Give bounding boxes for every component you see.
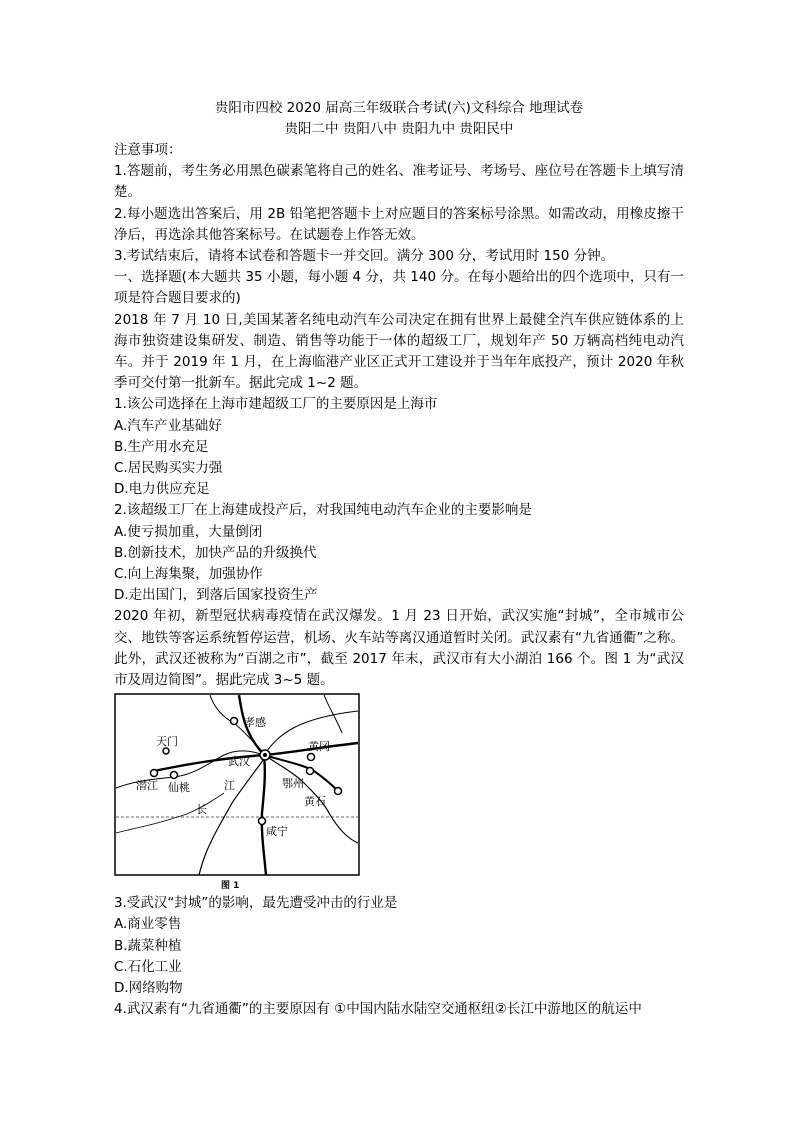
- figure-caption: 图 1: [221, 881, 240, 892]
- question-3-option-a: A.商业零售: [114, 916, 182, 933]
- notice-item-2: 2.每小题选出答案后，用 2B 铅笔把答题卡上对应题目的答案标号涂黑。如需改动，用橡皮擦干净后，再选涂其他答案标号。在试题卷上作答无效。: [114, 205, 684, 243]
- question-1-option-a: A.汽车产业基础好: [114, 417, 222, 434]
- question-2-option-b: B.创新技术，加快产品的升级换代: [114, 544, 317, 561]
- wuhan-map-figure: [114, 693, 364, 893]
- question-2-option-d: D.走出国门，到落后国家投资生产: [114, 587, 318, 604]
- map-label-xianning: 咸宁: [266, 825, 288, 839]
- notice-item-1: 1.答题前，考生务必用黑色碳素笔将自己的姓名、准考证号、考场号、座位号在答题卡上填写清楚。: [114, 163, 684, 201]
- question-1-stem: 1.该公司选择在上海市建超级工厂的主要原因是上海市: [114, 396, 438, 413]
- question-3-stem: 3.受武汉“封城”的影响，最先遭受冲击的行业是: [114, 895, 398, 912]
- map-label-xiaogan: 孝感: [244, 716, 266, 730]
- city-marker-xiantao: [171, 772, 178, 779]
- city-marker-qianjiang: [151, 770, 158, 777]
- question-3-option-c: C.石化工业: [114, 958, 182, 975]
- wuhan-map: [114, 693, 364, 878]
- city-marker-huanggang: [308, 754, 315, 761]
- exam-schools: 贵阳二中 贵阳八中 贵阳九中 贵阳民中: [284, 121, 514, 137]
- passage-1: 2018 年 7 月 10 日,美国某著名纯电动汽车公司决定在拥有世界上最健全汽车供应链体系的上海市独资建设集研发、制造、销售等功能于一体的超级工厂，规划年产 50 万辆高档纯电动汽车。并于 2019 年 1 月，在上海临港产业区正式开工建设并于当年年底投产，预计 2020 年秋季可交付第一批新车。据此完成 1~2 题。: [114, 311, 684, 392]
- map-label-wuhan: 武汉: [228, 755, 250, 769]
- section-heading: 一、选择题(本大题共 35 小题，每小题 4 分，共 140 分。在每小题给出的四个选项中，只有一项是符合题目要求的): [114, 269, 684, 307]
- map-label-jiang: 江: [224, 779, 235, 793]
- map-label-ezhou: 鄂州: [282, 777, 304, 791]
- map-label-qianjiang: 潜江: [136, 779, 158, 793]
- notice-item-3: 3.考试结束后，请将本试卷和答题卡一并交回。满分 300 分，考试用时 150 分钟。: [114, 248, 615, 265]
- question-2-option-a: A.使亏损加重，大量倒闭: [114, 523, 263, 540]
- map-label-huanggang: 黄冈: [308, 740, 330, 754]
- city-marker-ezhou: [307, 768, 314, 775]
- question-1-option-c: C.居民购买实力强: [114, 460, 223, 477]
- question-4-stem: 4.武汉素有“九省通衢”的主要原因有 ①中国内陆水陆空交通枢纽②长江中游地区的航运中: [114, 1001, 642, 1018]
- city-marker-xianning: [259, 818, 266, 825]
- map-label-tianmen: 天门: [156, 735, 178, 749]
- exam-title: 贵阳市四校 2020 届高三年级联合考试(六)文科综合 地理试卷: [214, 100, 584, 116]
- question-2-stem: 2.该超级工厂在上海建成投产后，对我国纯电动汽车企业的主要影响是: [114, 502, 532, 519]
- city-marker-wuhan-center: [263, 753, 267, 757]
- question-2-option-c: C.向上海集聚，加强协作: [114, 566, 263, 583]
- passage-2: 2020 年初，新型冠状病毒疫情在武汉爆发。1 月 23 日开始，武汉实施“封城”，全市城市公交、地铁等客运系统暂停运营，机场、火车站等离汉通道暂时关闭。武汉素有“九省通衢”之称。此外，武汉还被称为“百湖之市”，截至 2017 年末，武汉市有大小湖泊 166 个。图 1 为“武汉市及周边简图”。据此完成 3~5 题。: [114, 608, 684, 689]
- question-1-option-b: B.生产用水充足: [114, 438, 209, 455]
- question-3-option-d: D.网络购物: [114, 980, 183, 997]
- map-label-xiantao: 仙桃: [168, 781, 190, 795]
- map-label-chang: 长: [196, 803, 207, 817]
- city-marker-huangshi: [335, 788, 342, 795]
- question-1-option-d: D.电力供应充足: [114, 481, 210, 498]
- city-marker-xiaogan: [231, 718, 238, 725]
- city-marker-tianmen: [163, 748, 169, 754]
- exam-page: [114, 98, 684, 1021]
- notice-heading: 注意事项：: [114, 142, 182, 158]
- map-label-huangshi: 黄石: [304, 795, 326, 809]
- question-3-option-b: B.蔬菜种植: [114, 937, 182, 954]
